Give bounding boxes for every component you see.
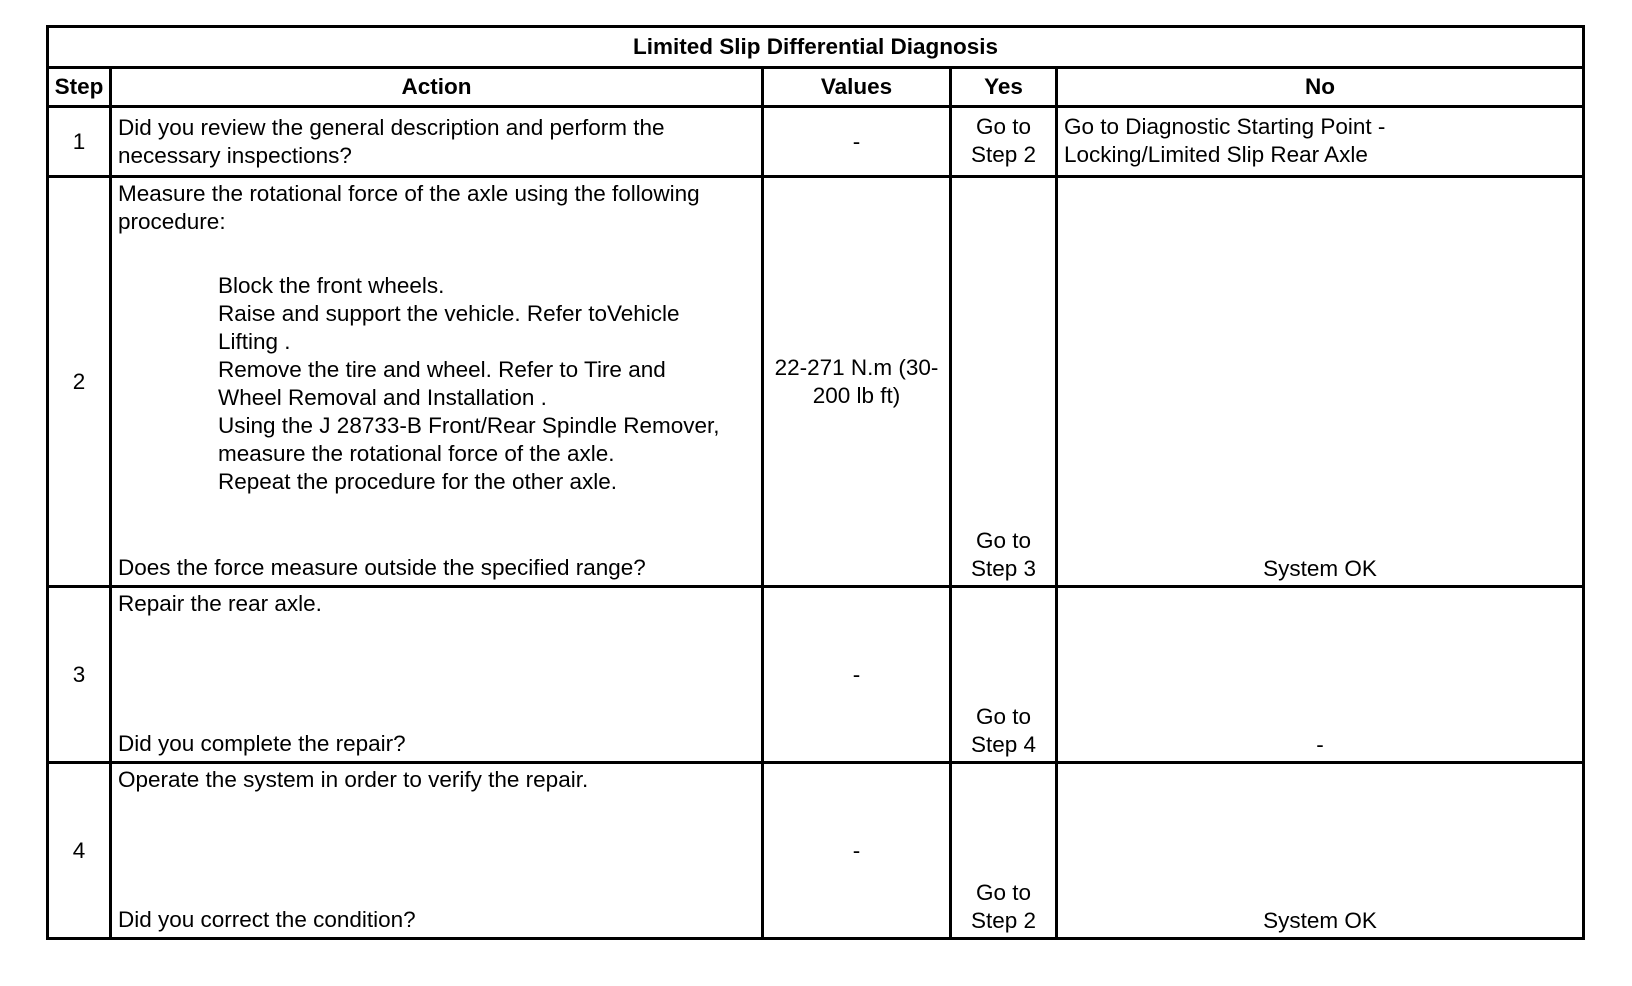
procedure-step: Wheel Removal and Installation . xyxy=(218,385,547,410)
action-text: necessary inspections? xyxy=(118,142,352,168)
values-cell xyxy=(763,177,951,587)
action-text: Measure the rotational force of the axle using the following xyxy=(118,181,700,206)
action-text: Did you review the general description and perform the xyxy=(118,114,665,140)
action-question: Did you correct the condition? xyxy=(118,907,416,932)
action-cell xyxy=(111,763,763,939)
procedure-list xyxy=(118,272,757,496)
table-row xyxy=(48,177,1584,587)
step-number: 2 xyxy=(48,177,111,587)
step-number: 3 xyxy=(48,587,111,763)
action-cell xyxy=(111,107,763,177)
step-number: 1 xyxy=(48,107,111,177)
table-row xyxy=(48,763,1584,939)
no-text: Go to Diagnostic Starting Point - xyxy=(1064,113,1386,139)
header-step: Step xyxy=(48,68,111,107)
yes-cell xyxy=(951,177,1057,587)
yes-text: Step 2 xyxy=(970,141,1037,167)
yes-text: Go to xyxy=(975,528,1032,553)
no-cell: - xyxy=(1057,587,1584,763)
yes-text: Go to xyxy=(975,113,1032,139)
procedure-step: Block the front wheels. xyxy=(218,273,445,298)
table-row xyxy=(48,587,1584,763)
yes-cell xyxy=(951,763,1057,939)
yes-text: Go to xyxy=(975,704,1032,729)
table-row xyxy=(48,107,1584,177)
table-header-row xyxy=(48,68,1584,107)
yes-text: Step 3 xyxy=(970,556,1037,581)
yes-text: Go to xyxy=(975,880,1032,905)
yes-text: Step 2 xyxy=(970,908,1037,933)
header-yes: Yes xyxy=(951,68,1057,107)
header-no: No xyxy=(1057,68,1584,107)
values-text: 200 lb ft) xyxy=(812,382,901,408)
table-title: Limited Slip Differential Diagnosis xyxy=(48,27,1584,68)
procedure-step: Lifting . xyxy=(218,329,291,354)
values-text: 22-271 N.m (30- xyxy=(774,354,939,380)
no-cell xyxy=(1057,107,1584,177)
values-cell: - xyxy=(763,763,951,939)
step-number: 4 xyxy=(48,763,111,939)
action-text: procedure: xyxy=(118,209,226,234)
action-text: Operate the system in order to verify the repair. xyxy=(118,767,589,792)
header-action: Action xyxy=(111,68,763,107)
values-cell: - xyxy=(763,107,951,177)
table-title-row xyxy=(48,27,1584,68)
yes-cell xyxy=(951,587,1057,763)
action-question: Does the force measure outside the specified range? xyxy=(118,555,646,580)
no-text: Locking/Limited Slip Rear Axle xyxy=(1064,141,1368,167)
action-question: Did you complete the repair? xyxy=(118,731,406,756)
yes-cell xyxy=(951,107,1057,177)
yes-text: Step 4 xyxy=(970,732,1037,757)
action-cell xyxy=(111,587,763,763)
action-text: Repair the rear axle. xyxy=(118,591,322,616)
action-cell xyxy=(111,177,763,587)
no-cell: System OK xyxy=(1057,763,1584,939)
no-cell: System OK xyxy=(1057,177,1584,587)
procedure-step: Repeat the procedure for the other axle. xyxy=(218,469,618,494)
diagnosis-table xyxy=(46,25,1585,940)
header-values: Values xyxy=(763,68,951,107)
procedure-step: Raise and support the vehicle. Refer toVehicle xyxy=(218,301,680,326)
procedure-step: measure the rotational force of the axle. xyxy=(218,441,615,466)
procedure-step: Remove the tire and wheel. Refer to Tire and xyxy=(218,357,666,382)
procedure-step: Using the J 28733-B Front/Rear Spindle Remover, xyxy=(218,413,720,438)
values-cell: - xyxy=(763,587,951,763)
